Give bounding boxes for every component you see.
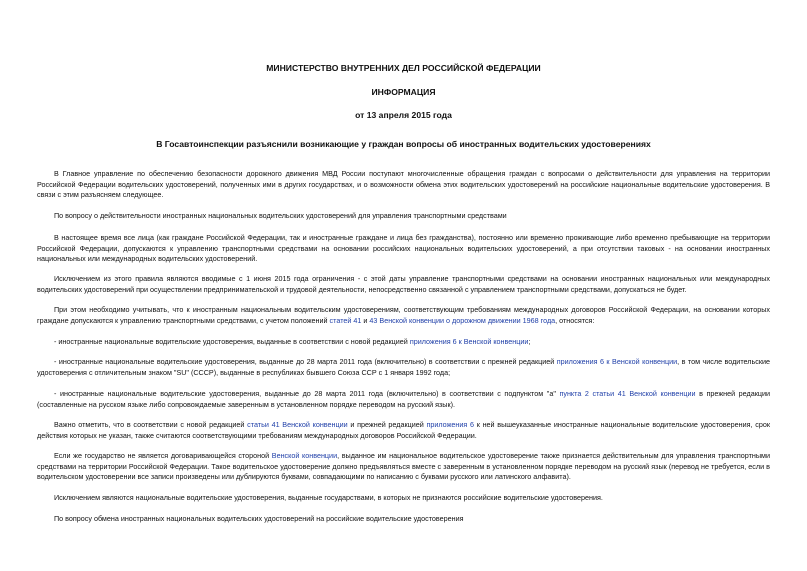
- link-article-41-point-2[interactable]: пункта 2 статьи 41 Венской конвенции: [559, 389, 696, 398]
- paragraph-requirements: [37, 305, 770, 326]
- paragraph-text: , в том числе водительские удостоверения с отличительным знаком "SU" (СССР), выданные в республиках бывшего Союза ССР с 1 января 1992 года;: [37, 357, 770, 377]
- paragraph-text: При этом необходимо учитывать, что к иностранным национальным водительским удостоверениям, соответствующим требованиям международных договоров Российской Федерации, на основании которых граждане допускаются к управлению транспортными средствами, с учетом положений: [37, 305, 770, 325]
- link-annex-6[interactable]: приложения 6 к Венской конвенции: [409, 337, 529, 346]
- link-annex-6[interactable]: приложения 6: [426, 420, 474, 429]
- paragraph-exclusions: Исключением являются национальные водительские удостоверения, выданные государствами, в которых не признаются российские водительские удостоверения.: [54, 493, 603, 502]
- ministry-heading: МИНИСТЕРСТВО ВНУТРЕННИХ ДЕЛ РОССИЙСКОЙ ФЕДЕРАЦИИ: [266, 63, 541, 73]
- paragraph-text: , выданное им национальное водительское удостоверение также признается действительным для управления транспортными средствами на территории Российской Федерации. Такое водительское удостоверение должно предъявляться вместе с заверенным в установленном порядке переводом на русский язык (перевод не требуется, если в водительском удостоверении все записи произведены или дублируются буквами, совпадающими по написанию с буквами русского или латинского алфавита).: [37, 451, 770, 482]
- document-type-heading: ИНФОРМАЦИЯ: [371, 87, 436, 97]
- section-heading-validity: По вопросу о действительности иностранных национальных водительских удостоверений для управления транспортными средствами: [54, 211, 507, 220]
- paragraph-important-note: [37, 420, 770, 441]
- list-item-old-annex: [37, 357, 770, 378]
- list-item-new-annex: [37, 337, 770, 348]
- section-heading-exchange: По вопросу обмена иностранных национальных водительских удостоверений на российские водительские удостоверения: [54, 514, 464, 523]
- paragraph-text: к ней вышеуказанные иностранные национальные водительские удостоверения, срок действия которых не указан, также считаются соответствующими требованиям международных договоров Российской Федерации.: [37, 420, 770, 440]
- paragraph-non-party-state: [37, 451, 770, 483]
- paragraph-current-rules: В настоящее время все лица (как граждане Российской Федерации, так и иностранные граждане и лица без гражданства), постоянно или временно проживающие либо временно пребывающие на территории Российской Федерации, допускаются к управлению транспортными средствами на основании российских национальных водительских удостоверений, а при отсутствии таковых - на основании иностранных национальных или международных водительских удостоверений.: [37, 233, 770, 264]
- paragraph-text: ;: [528, 337, 531, 346]
- link-article-41-convention[interactable]: статьи 41 Венской конвенции: [247, 420, 348, 429]
- paragraph-text: в прежней редакции (составленные на русском языке либо сопровождаемые заверенным в установленном порядке переводом на русский язык).: [37, 389, 771, 409]
- paragraph-text: - иностранные национальные водительские удостоверения, выданные в соответствии с новой редакцией: [54, 337, 410, 346]
- paragraph-text: и прежней редакцией: [347, 420, 427, 429]
- document-page: [37, 0, 770, 571]
- document-title: В Госавтоинспекции разъяснили возникающие у граждан вопросы об иностранных водительских удостоверениях: [156, 139, 651, 149]
- paragraph-intro: В Главное управление по обеспечению безопасности дорожного движения МВД России поступают многочисленные обращения граждан с вопросами о действительности для управления на территории Российской Федерации водительских удостоверений, полученных ими в других государствах, и о возможности обмена этих водительских удостоверений на российские национальные водительские удостоверения. В связи с этим разъясняем следующее.: [37, 169, 770, 200]
- date-line: от 13 апреля 2015 года: [355, 110, 452, 120]
- list-item-article-41: [37, 389, 770, 410]
- paragraph-text: Важно отметить, что в соответствии с новой редакцией: [54, 420, 248, 429]
- link-vienna-convention-43[interactable]: 43 Венской конвенции о дорожном движении 1968 года: [369, 315, 556, 325]
- paragraph-text: - иностранные национальные водительские удостоверения, выданные до 28 марта 2011 года (включительно) в соответствии с подпунктом "а": [54, 389, 560, 398]
- paragraph-text: - иностранные национальные водительские удостоверения, выданные до 28 марта 2011 года (включительно) в соответствии с прежней редакцией: [54, 357, 557, 366]
- paragraph-text: и: [361, 315, 370, 325]
- paragraph-exception: Исключением из этого правила являются вводимые с 1 июня 2015 года ограничения - с этой даты управление транспортными средствами на основании иностранных национальных или международных водительских удостоверений при осуществлении предпринимательской и трудовой деятельности, непосредственно связанной с управлением транспортными средствами, допускаться не будет.: [37, 274, 770, 294]
- link-vienna-convention[interactable]: Венской конвенции: [271, 451, 338, 460]
- paragraph-text: Если же государство не является договаривающейся стороной: [54, 451, 272, 460]
- paragraph-text: , относятся:: [555, 315, 595, 325]
- link-annex-6[interactable]: приложения 6 к Венской конвенции: [556, 357, 678, 366]
- link-article-41[interactable]: статей 41: [329, 315, 362, 325]
